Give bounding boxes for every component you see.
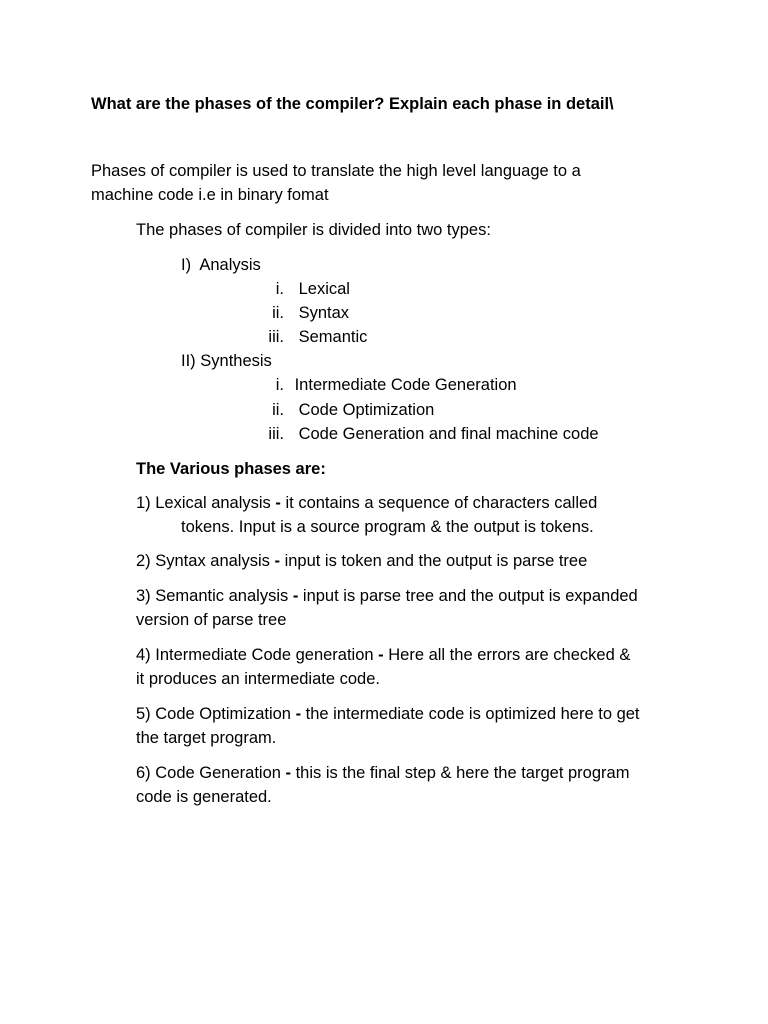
phase-dash: - <box>378 646 384 664</box>
list-item <box>236 398 434 422</box>
type-numeral: I) <box>181 256 192 274</box>
phase-dash: - <box>275 494 281 512</box>
phase-paragraph <box>136 491 597 515</box>
question-heading: What are the phases of the compiler? Explain each phase in detail\ <box>91 95 614 113</box>
phase-name: 2) Syntax analysis <box>136 552 275 570</box>
phase-paragraph <box>136 643 630 667</box>
phase-description: this is the final step & here the target program <box>291 764 630 782</box>
item-label: Lexical <box>298 280 350 298</box>
phase-description: input is token and the output is parse tree <box>279 552 588 570</box>
phase-description: it contains a sequence of characters called <box>280 494 598 512</box>
item-label: Code Generation and final machine code <box>298 425 599 443</box>
intro-line-2: machine code i.e in binary fomat <box>91 186 329 204</box>
phase-name: 6) Code Generation <box>136 764 286 782</box>
phase-name: 5) Code Optimization <box>136 705 296 723</box>
list-item <box>236 422 599 446</box>
phase-description: the intermediate code is optimized here to get <box>301 705 640 723</box>
phase-dash: - <box>295 705 302 723</box>
phase-name: 3) Semantic analysis <box>136 587 293 605</box>
phase-continuation: code is generated. <box>136 788 272 806</box>
phase-continuation: tokens. Input is a source program & the output is tokens. <box>181 518 594 536</box>
list-item <box>236 301 349 325</box>
type-synthesis <box>181 349 272 373</box>
type-label: Analysis <box>199 256 261 274</box>
list-item <box>236 325 367 349</box>
item-number: i. <box>275 280 284 298</box>
phase-paragraph <box>136 702 640 726</box>
phase-description: input is parse tree and the output is expanded <box>298 587 638 605</box>
phase-continuation: version of parse tree <box>136 611 287 629</box>
phase-name: 4) Intermediate Code generation <box>136 646 379 664</box>
phase-dash: - <box>292 587 299 605</box>
item-label: Intermediate Code Generation <box>294 376 517 394</box>
list-item <box>236 277 350 301</box>
type-numeral: II) <box>181 352 196 370</box>
item-number: ii. <box>272 304 284 322</box>
item-number: iii. <box>268 425 284 443</box>
types-intro: The phases of compiler is divided into two types: <box>136 221 491 239</box>
type-label: Synthesis <box>200 352 272 370</box>
item-label: Code Optimization <box>298 401 435 419</box>
item-number: i. <box>275 376 284 394</box>
item-number: ii. <box>272 401 284 419</box>
various-phases-heading: The Various phases are: <box>136 460 326 478</box>
item-number: iii. <box>268 328 284 346</box>
phase-dash: - <box>274 552 280 570</box>
list-item <box>236 373 517 397</box>
phase-continuation: it produces an intermediate code. <box>136 670 380 688</box>
intro-line-1: Phases of compiler is used to translate the high level language to a <box>91 162 581 180</box>
phase-name: 1) Lexical analysis <box>136 494 276 512</box>
phase-dash: - <box>285 764 292 782</box>
phase-description: Here all the errors are checked & <box>383 646 631 664</box>
phase-paragraph <box>136 549 587 573</box>
item-label: Syntax <box>298 304 350 322</box>
phase-paragraph <box>136 584 638 608</box>
phase-continuation: the target program. <box>136 729 277 747</box>
item-label: Semantic <box>298 328 368 346</box>
phase-paragraph <box>136 761 629 785</box>
type-analysis <box>181 253 261 277</box>
